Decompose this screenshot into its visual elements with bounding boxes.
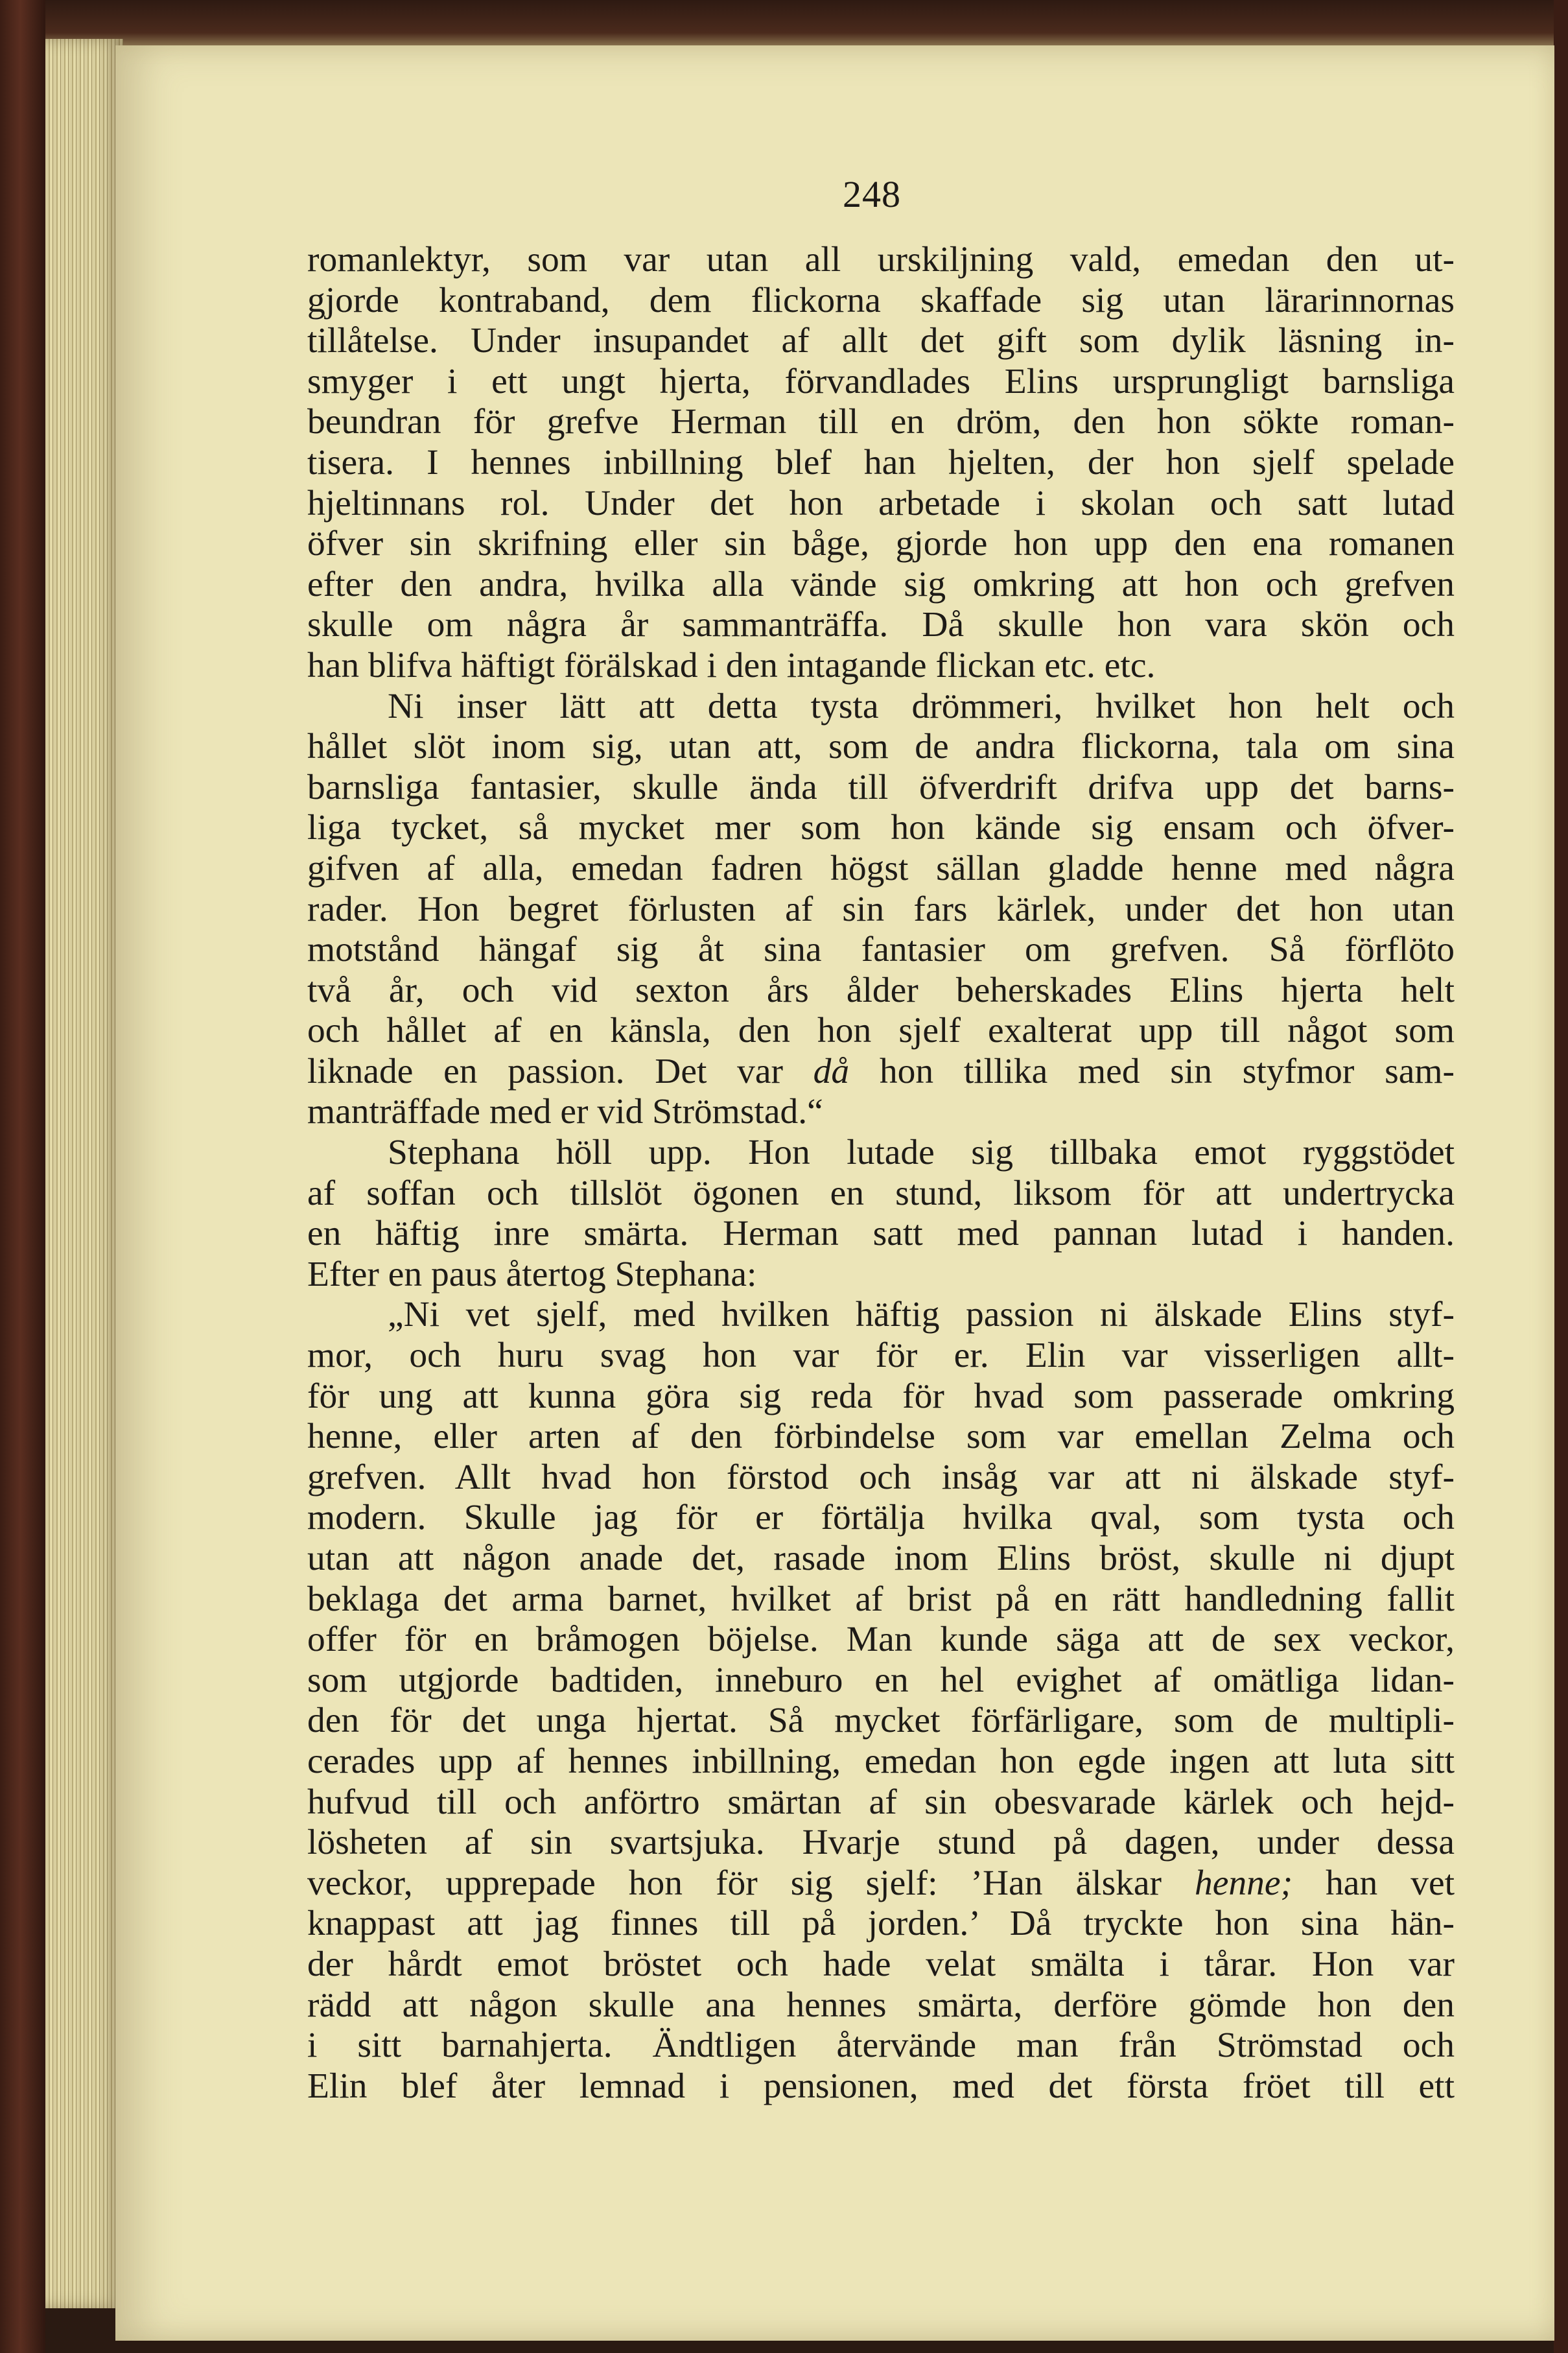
text-line: den för det unga hjertat. Så mycket förfärligare, som de multipli- bbox=[307, 1701, 1455, 1741]
text-line: rädd att någon skulle ana hennes smärta, derföre gömde hon den bbox=[307, 1985, 1455, 2025]
text-line: rader. Hon begret förlusten af sin fars kärlek, under det hon utan bbox=[307, 889, 1455, 929]
text-line: hållet slöt inom sig, utan att, som de andra flickorna, tala om sina bbox=[307, 727, 1455, 767]
text-line: som utgjorde badtiden, inneburo en hel evighet af omätliga lidan- bbox=[307, 1660, 1455, 1700]
text-line: cerades upp af hennes inbillning, emedan hon egde ingen att luta sitt bbox=[307, 1741, 1455, 1781]
body-text bbox=[307, 240, 1455, 2107]
page-edges bbox=[45, 39, 123, 2308]
text-line: „Ni vet sjelf, med hvilken häftig passion ni älskade Elins styf- bbox=[388, 1295, 1455, 1335]
text-line: Elin blef åter lemnad i pensionen, med det första fröet till ett bbox=[307, 2066, 1455, 2106]
text-line: tisera. I hennes inbillning blef han hjelten, der hon sjelf spelade bbox=[307, 442, 1455, 482]
text-line: beundran för grefve Herman till en dröm, den hon sökte roman- bbox=[307, 402, 1455, 442]
text-line: öfver sin skrifning eller sin båge, gjorde hon upp den ena romanen bbox=[307, 524, 1455, 564]
text-line: lösheten af sin svartsjuka. Hvarje stund på dagen, under dessa bbox=[307, 1823, 1455, 1863]
text-line: gifven af alla, emedan fadren högst sällan gladde henne med några bbox=[307, 848, 1455, 888]
text-line: Ni inser lätt att detta tysta drömmeri, hvilket hon helt och bbox=[388, 686, 1455, 726]
text-line: knappast att jag finnes till på jorden.’ Då tryckte hon sina hän- bbox=[307, 1904, 1455, 1944]
right-edge bbox=[1554, 0, 1568, 2353]
text-line: hufvud till och anförtro smärtan af sin obesvarade kärlek och hejd- bbox=[307, 1782, 1455, 1822]
text-line: liga tycket, så mycket mer som hon kände sig ensam och öfver- bbox=[307, 808, 1455, 848]
text-line: Stephana höll upp. Hon lutade sig tillbaka emot ryggstödet bbox=[388, 1133, 1455, 1173]
text-line: manträffade med er vid Strömstad.“ bbox=[307, 1092, 823, 1132]
text-line: tillåtelse. Under insupandet af allt det gift som dylik läsning in- bbox=[307, 321, 1455, 361]
text-line: Efter en paus återtog Stephana: bbox=[307, 1254, 757, 1294]
text-line: utan att någon anade det, rasade inom Elins bröst, skulle ni djupt bbox=[307, 1539, 1455, 1578]
text-line: för ung att kunna göra sig reda för hvad som passerade omkring bbox=[307, 1376, 1455, 1416]
text-line: modern. Skulle jag för er förtälja hvilka qval, som tysta och bbox=[307, 1498, 1455, 1538]
text-line: grefven. Allt hvad hon förstod och insåg var att ni älskade styf- bbox=[307, 1457, 1455, 1497]
text-line: henne, eller arten af den förbindelse som var emellan Zelma och bbox=[307, 1417, 1455, 1457]
text-line: liknade en passion. Det var då hon tillika med sin styfmor sam- bbox=[307, 1051, 1455, 1091]
text-line: der hårdt emot bröstet och hade velat smälta i tårar. Hon var bbox=[307, 1944, 1455, 1984]
top-edge bbox=[39, 0, 1568, 47]
text-line: af soffan och tillslöt ögonen en stund, liksom för att undertrycka bbox=[307, 1173, 1455, 1213]
text-line: veckor, upprepade hon för sig sjelf: ’Han älskar henne; han vet bbox=[307, 1863, 1455, 1903]
text-line: hjeltinnans rol. Under det hon arbetade i skolan och satt lutad bbox=[307, 483, 1455, 523]
text-line: beklaga det arma barnet, hvilket af brist på en rätt handledning fallit bbox=[307, 1579, 1455, 1619]
text-line: mor, och huru svag hon var för er. Elin var visserligen allt- bbox=[307, 1336, 1455, 1376]
text-line: och hållet af en känsla, den hon sjelf exalterat upp till något som bbox=[307, 1011, 1455, 1051]
text-line: i sitt barnahjerta. Ändtligen återvände man från Strömstad och bbox=[307, 2026, 1455, 2066]
text-line: skulle om några år sammanträffa. Då skulle hon vara skön och bbox=[307, 605, 1455, 645]
text-line: barnsliga fantasier, skulle ända till öfverdrift drifva upp det barns- bbox=[307, 767, 1455, 807]
text-line: smyger i ett ungt hjerta, förvandlades Elins ursprungligt barnsliga bbox=[307, 361, 1455, 401]
text-line: gjorde kontraband, dem flickorna skaffade sig utan lärarinnornas bbox=[307, 280, 1455, 320]
text-line: efter den andra, hvilka alla vände sig omkring att hon och grefven bbox=[307, 564, 1455, 604]
text-line: en häftig inre smärta. Herman satt med pannan lutad i handen. bbox=[307, 1214, 1455, 1254]
book-binding bbox=[0, 0, 45, 2353]
text-line: romanlektyr, som var utan all urskiljning vald, emedan den ut- bbox=[307, 240, 1455, 279]
text-line: motstånd hängaf sig åt sina fantasier om grefven. Så förflöto bbox=[307, 930, 1455, 970]
page-number: 248 bbox=[843, 173, 901, 215]
text-line: två år, och vid sexton års ålder beherskades Elins hjerta helt bbox=[307, 970, 1455, 1010]
text-line: han blifva häftigt förälskad i den intagande flickan etc. etc. bbox=[307, 645, 1156, 685]
text-line: offer för en bråmogen böjelse. Man kunde säga att de sex veckor, bbox=[307, 1620, 1455, 1660]
